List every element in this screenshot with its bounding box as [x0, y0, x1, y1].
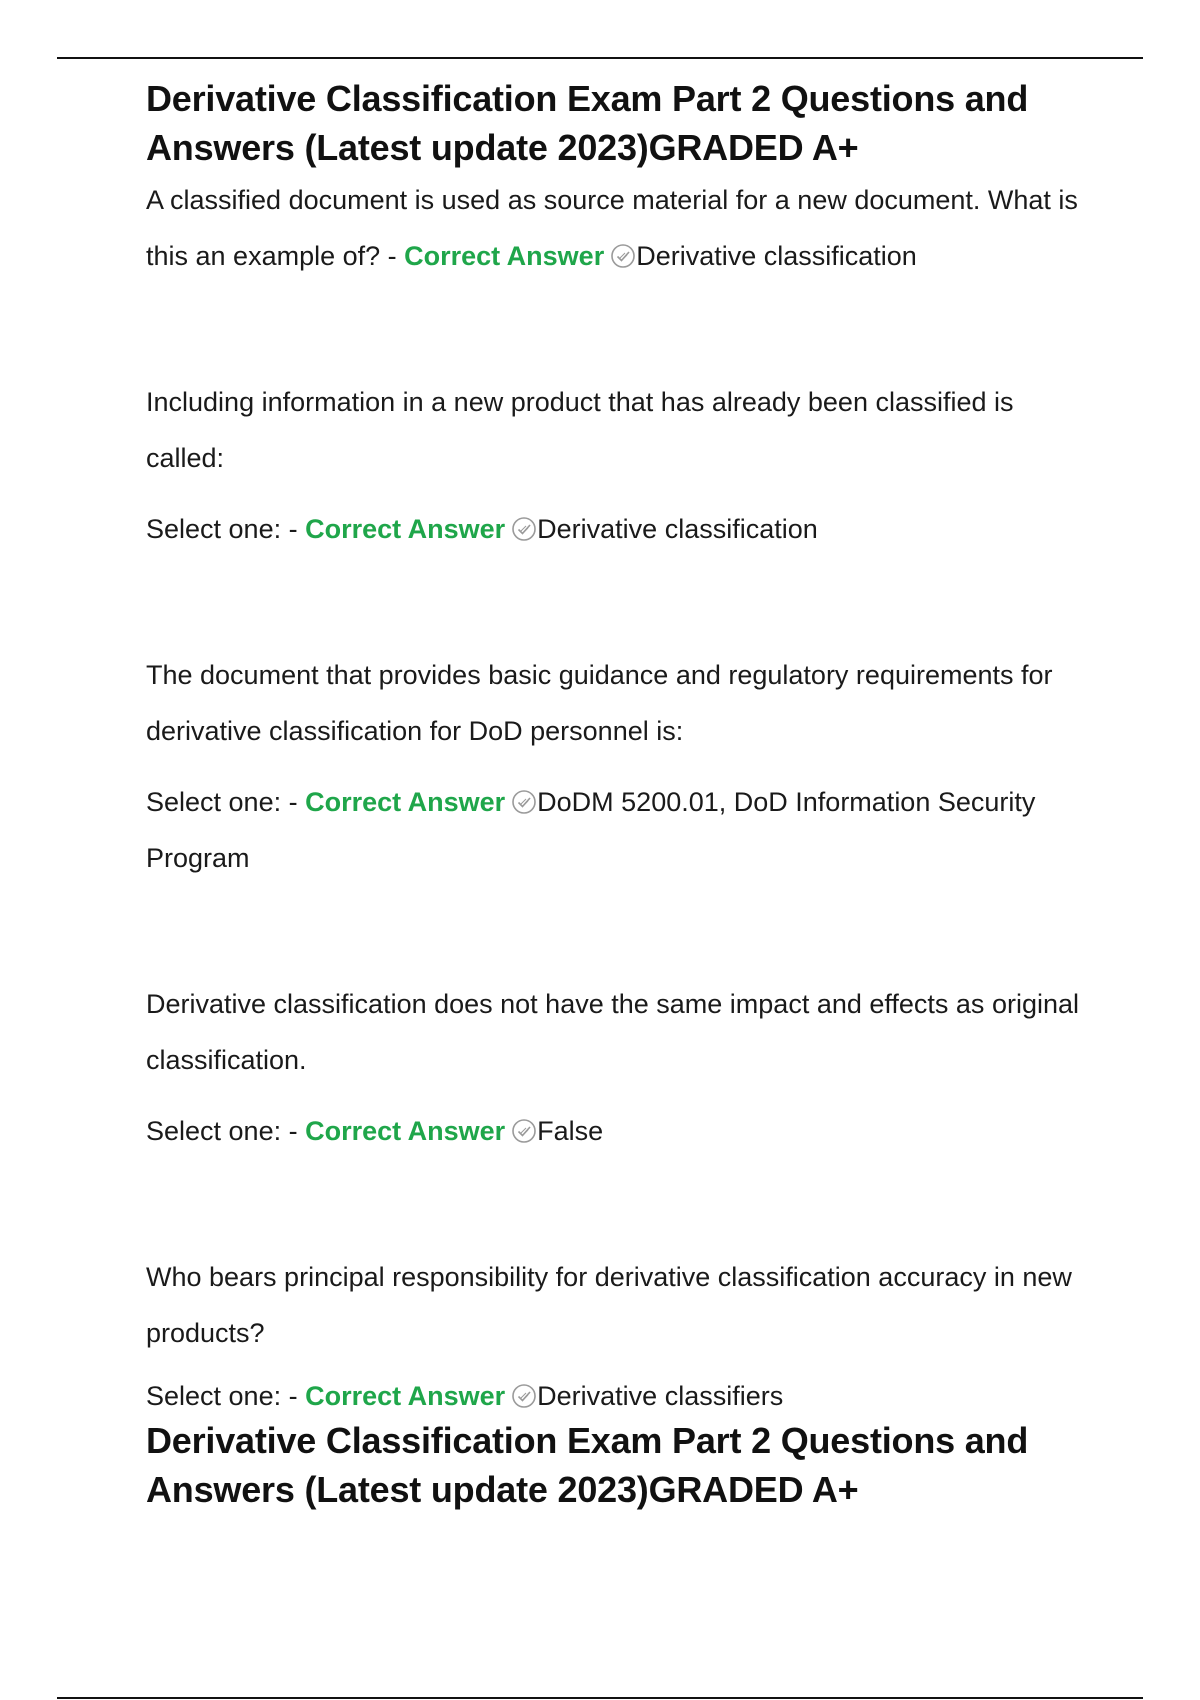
- correct-answer-label: Correct Answer: [305, 787, 506, 817]
- qa-question-1: [146, 172, 1096, 284]
- document-body: [146, 74, 1096, 1514]
- correct-answer-label: Correct Answer: [305, 1381, 506, 1411]
- check-circle-icon: [610, 243, 636, 269]
- check-circle-icon: [511, 789, 537, 815]
- answer-text: Derivative classifiers: [537, 1381, 784, 1411]
- separator: -: [281, 787, 306, 817]
- correct-answer-label: Correct Answer: [305, 514, 506, 544]
- separator: -: [281, 514, 306, 544]
- answer-text: Derivative classification: [537, 514, 818, 544]
- qa-answer-4: [146, 1103, 1096, 1159]
- separator: -: [281, 1116, 306, 1146]
- answer-text: False: [537, 1116, 604, 1146]
- qa-item-3: [146, 647, 1096, 886]
- qa-question-5: Who bears principal responsibility for derivative classification accuracy in new products?: [146, 1262, 1072, 1348]
- qa-item-5: [146, 1249, 1096, 1416]
- separator: -: [281, 1381, 306, 1411]
- select-one-label: Select one:: [146, 1381, 282, 1411]
- spacer: [146, 557, 1096, 647]
- check-circle-icon: [511, 1118, 537, 1144]
- question-text: A classified document is used as source material for a new document. What is this an example of?: [146, 185, 1078, 271]
- select-one-label: Select one:: [146, 787, 282, 817]
- correct-answer-label: Correct Answer: [404, 241, 605, 271]
- answer-text: DoDM 5200.01, DoD Information Security Program: [146, 787, 1036, 873]
- correct-answer-label: Correct Answer: [305, 1116, 506, 1146]
- qa-item-4: [146, 976, 1096, 1159]
- separator: -: [380, 241, 405, 271]
- qa-question-3: The document that provides basic guidance and regulatory requirements for derivative classification for DoD personnel is:: [146, 660, 1053, 746]
- document-footer-title: Derivative Classification Exam Part 2 Questions and Answers (Latest update 2023)GRADED A+: [146, 1420, 1029, 1510]
- qa-question-4: Derivative classification does not have the same impact and effects as original classification.: [146, 989, 1079, 1075]
- qa-answer-3: [146, 774, 1096, 886]
- qa-item-1: [146, 172, 1096, 284]
- check-circle-icon: [511, 516, 537, 542]
- qa-question-2: Including information in a new product that has already been classified is called:: [146, 387, 1014, 473]
- check-circle-icon: [511, 1383, 537, 1409]
- qa-item-2: [146, 374, 1096, 557]
- spacer: [146, 886, 1096, 976]
- spacer: [146, 1159, 1096, 1249]
- select-one-label: Select one:: [146, 1116, 282, 1146]
- qa-answer-2: [146, 501, 1096, 557]
- select-one-label: Select one:: [146, 514, 282, 544]
- spacer: [146, 284, 1096, 374]
- document-title: Derivative Classification Exam Part 2 Questions and Answers (Latest update 2023)GRADED A+: [146, 78, 1029, 168]
- answer-text: Derivative classification: [636, 241, 917, 271]
- top-rule: [57, 57, 1143, 59]
- bottom-rule: [57, 1697, 1143, 1699]
- qa-answer-5: [146, 1376, 1096, 1416]
